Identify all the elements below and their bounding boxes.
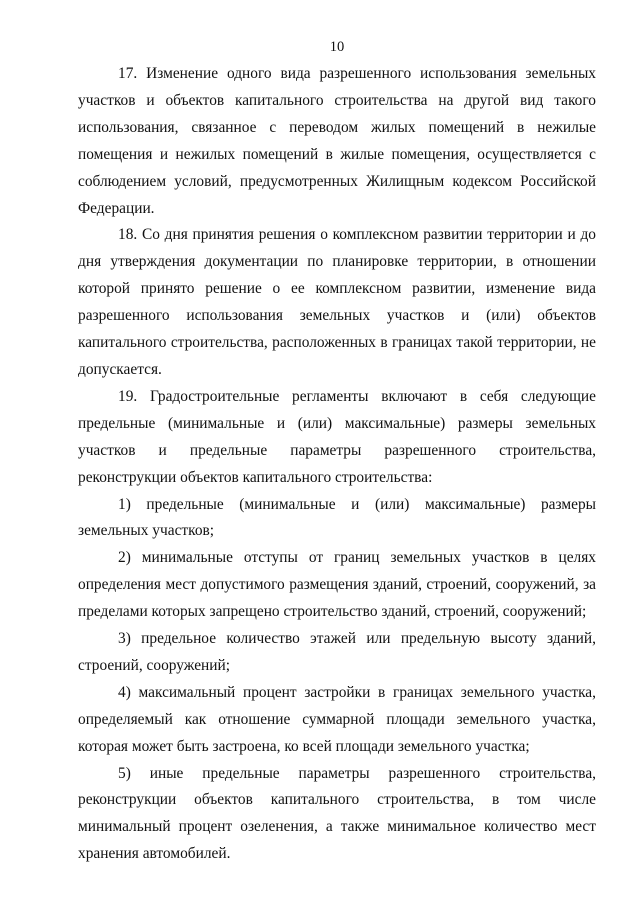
list-item-2: 2) минимальные отступы от границ земельных участков в целях определения мест допустимого размещения зданий, строений, сооружений, за пределами которых запрещено строительство зданий, строений, сооружений;: [78, 549, 596, 621]
list-item-4: 4) максимальный процент застройки в границах земельного участка, определяемый как отношение суммарной площади земельного участка, которая может быть застроена, ко всей площади земельного участка;: [78, 683, 596, 755]
list-item-5: 5) иные предельные параметры разрешенного строительства, реконструкции объектов капитального строительства, в том числе минимальный процент озеленения, а также минимальное количество мест хранения автомобилей.: [78, 764, 596, 863]
list-item-1: 1) предельные (минимальные и (или) максимальные) размеры земельных участков;: [78, 495, 596, 540]
page-number: 10: [329, 39, 345, 55]
list-item-3: 3) предельное количество этажей или предельную высоту зданий, строений, сооружений;: [78, 630, 596, 674]
paragraph-19: 19. Градостроительные регламенты включают в себя следующие предельные (минимальные и (или) максимальные) размеры земельных участков и предельные параметры разрешенного строительства, реконструкции объектов капитального строительства:: [78, 387, 596, 486]
paragraph-17: 17. Изменение одного вида разрешенного использования земельных участков и объектов капитального строительства на другой вид такого использования, связанное с переводом жилых помещений в нежилые помещения и нежилых помещений в жилые помещения, осуществляется с соблюдением условий, предусмотренных Жилищным кодексом Российской Федерации.: [78, 65, 596, 217]
paragraph-18: 18. Со дня принятия решения о комплексном развитии территории и до дня утверждения документации по планировке территории, в отношении которой принято решение о ее комплексном развитии, изменение вида разрешенного использования земельных участков и (или) объектов капитального строительства, расположенных в границах такой территории, не допускается.: [78, 226, 596, 378]
